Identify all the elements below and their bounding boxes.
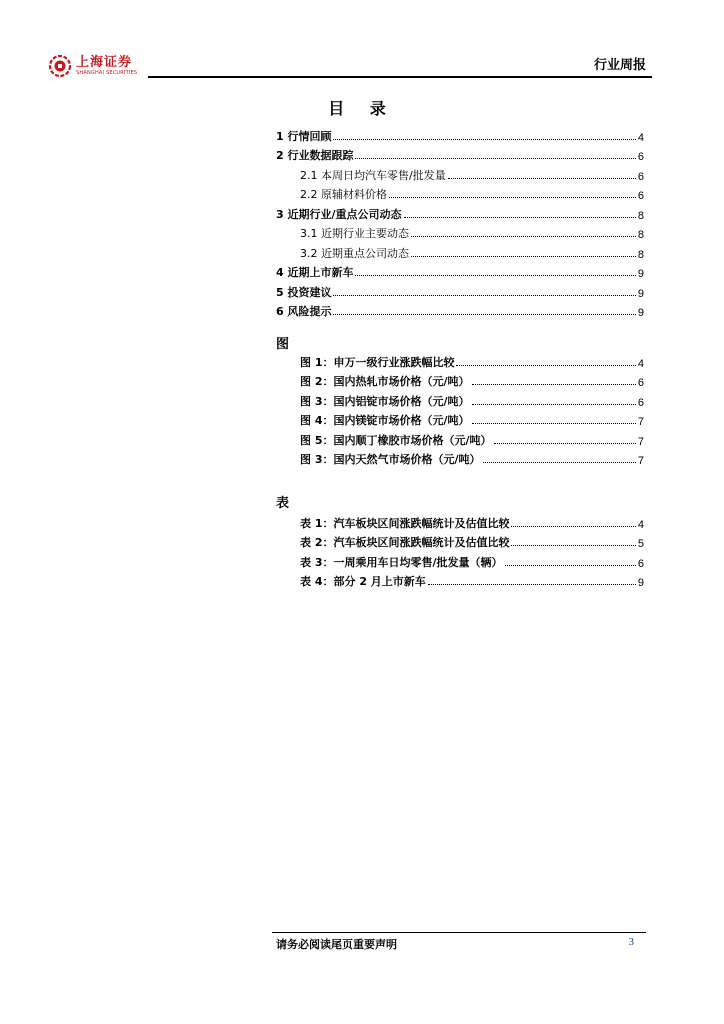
table-entry-page: 5 [637,538,644,550]
figure-entry-label: 图 5：国内顺丁橡胶市场价格（元/吨） [300,433,492,447]
header-divider [148,76,652,78]
toc-subentry[interactable] [276,222,644,242]
logo-english-name: SHANGHAI SECURITIES [76,70,138,76]
figure-entry-page: 7 [637,416,644,428]
toc-entry-label: 3.1 近期行业主要动态 [300,227,409,240]
toc-entry-label: 2 行业数据跟踪 [276,149,354,162]
figure-entry-label: 图 1：申万一级行业涨跌幅比较 [300,355,455,369]
toc-entry-page: 8 [637,248,644,261]
toc-title: 目 录 [328,99,396,118]
table-entry-page: 9 [637,577,644,589]
toc-subentry[interactable] [276,163,644,183]
toc-subentry[interactable] [276,241,644,261]
table-entry-label: 表 3：一周乘用车日均零售/批发量（辆） [300,555,503,569]
leader-dots [411,255,636,257]
toc-entry-page: 9 [637,287,644,300]
table-entry[interactable] [276,570,644,590]
toc-entry-label: 6 风险提示 [276,305,332,318]
toc-entry[interactable] [276,280,644,300]
table-entry-page: 4 [637,518,644,531]
leader-dots [333,138,635,140]
table-entry-label: 表 2：汽车板块区间涨跌幅统计及估值比较 [300,536,510,549]
leader-dots [428,583,636,585]
toc-entry[interactable] [276,261,644,281]
leader-dots [505,564,636,566]
figures-heading: 图 [276,337,290,352]
leader-dots [333,313,635,315]
leader-dots [355,157,635,159]
leader-dots [333,294,635,296]
figure-entry[interactable] [276,428,644,448]
toc-entry[interactable] [276,300,644,320]
figure-entry-label: 图 3：国内天然气市场价格（元/吨） [300,453,481,466]
toc-entry-label: 2.2 原辅材料价格 [300,188,387,201]
page-header [48,50,652,80]
table-entry[interactable] [276,531,644,551]
toc-entry-page: 9 [637,307,644,319]
table-of-contents [276,124,644,319]
figure-entry-page: 7 [637,435,644,448]
table-entry-label: 表 1：汽车板块区间涨跌幅统计及估值比较 [300,516,510,530]
tables-list [276,511,644,589]
leader-dots [404,216,636,218]
figure-entry[interactable] [276,409,644,429]
figure-entry-page: 6 [637,396,644,409]
leader-dots [494,442,636,444]
table-entry[interactable] [276,511,644,531]
figure-entry-page: 6 [637,377,644,389]
leader-dots [389,196,636,198]
figure-entry-label: 图 4：国内镁锭市场价格（元/吨） [300,414,470,427]
company-logo [48,54,137,78]
figure-entry[interactable] [276,389,644,409]
leader-dots [448,177,636,179]
table-entry[interactable] [276,550,644,570]
leader-dots [511,525,635,527]
figure-entry-page: 7 [637,455,644,467]
toc-entry-label: 3 近期行业/重点公司动态 [276,207,402,221]
page-number: 3 [628,936,634,948]
toc-entry-page: 9 [637,268,644,280]
toc-entry-page: 8 [637,209,644,222]
figure-entry[interactable] [276,448,644,468]
table-entry-label: 表 4：部分 2 月上市新车 [300,575,426,588]
toc-entry-page: 6 [637,170,644,183]
table-entry-page: 6 [637,557,644,570]
toc-entry-page: 6 [637,151,644,163]
report-type-label: 行业周报 [593,58,646,73]
figure-entry-page: 4 [637,357,644,370]
toc-entry-page: 4 [637,131,644,144]
figure-entry-label: 图 3：国内铝锭市场价格（元/吨） [300,394,470,408]
leader-dots [472,383,636,385]
toc-entry-label: 3.2 近期重点公司动态 [300,246,409,260]
leader-dots [483,461,636,463]
figure-entry[interactable] [276,370,644,390]
footer-divider [272,932,646,933]
toc-entry-label: 5 投资建议 [276,285,332,299]
shanghai-securities-logo-icon [48,54,72,78]
toc-entry-page: 6 [637,190,644,202]
figures-list [276,350,644,467]
leader-dots [355,274,635,276]
toc-entry-label: 1 行情回顾 [276,129,332,143]
toc-entry-page: 8 [637,229,644,241]
disclaimer-note: 请务必阅读尾页重要声明 [276,938,397,951]
tables-heading: 表 [276,496,290,511]
figure-entry[interactable] [276,350,644,370]
leader-dots [456,364,635,366]
leader-dots [411,235,636,237]
figure-entry-label: 图 2：国内热轧市场价格（元/吨） [300,375,470,388]
logo-chinese-name: 上海证券 [76,55,133,70]
leader-dots [511,544,635,546]
leader-dots [472,422,636,424]
toc-entry-label: 2.1 本周日均汽车零售/批发量 [300,168,446,182]
toc-entry-label: 4 近期上市新车 [276,266,354,279]
toc-subentry[interactable] [276,183,644,203]
toc-entry[interactable] [276,202,644,222]
leader-dots [472,403,636,405]
toc-entry[interactable] [276,144,644,164]
toc-entry[interactable] [276,124,644,144]
